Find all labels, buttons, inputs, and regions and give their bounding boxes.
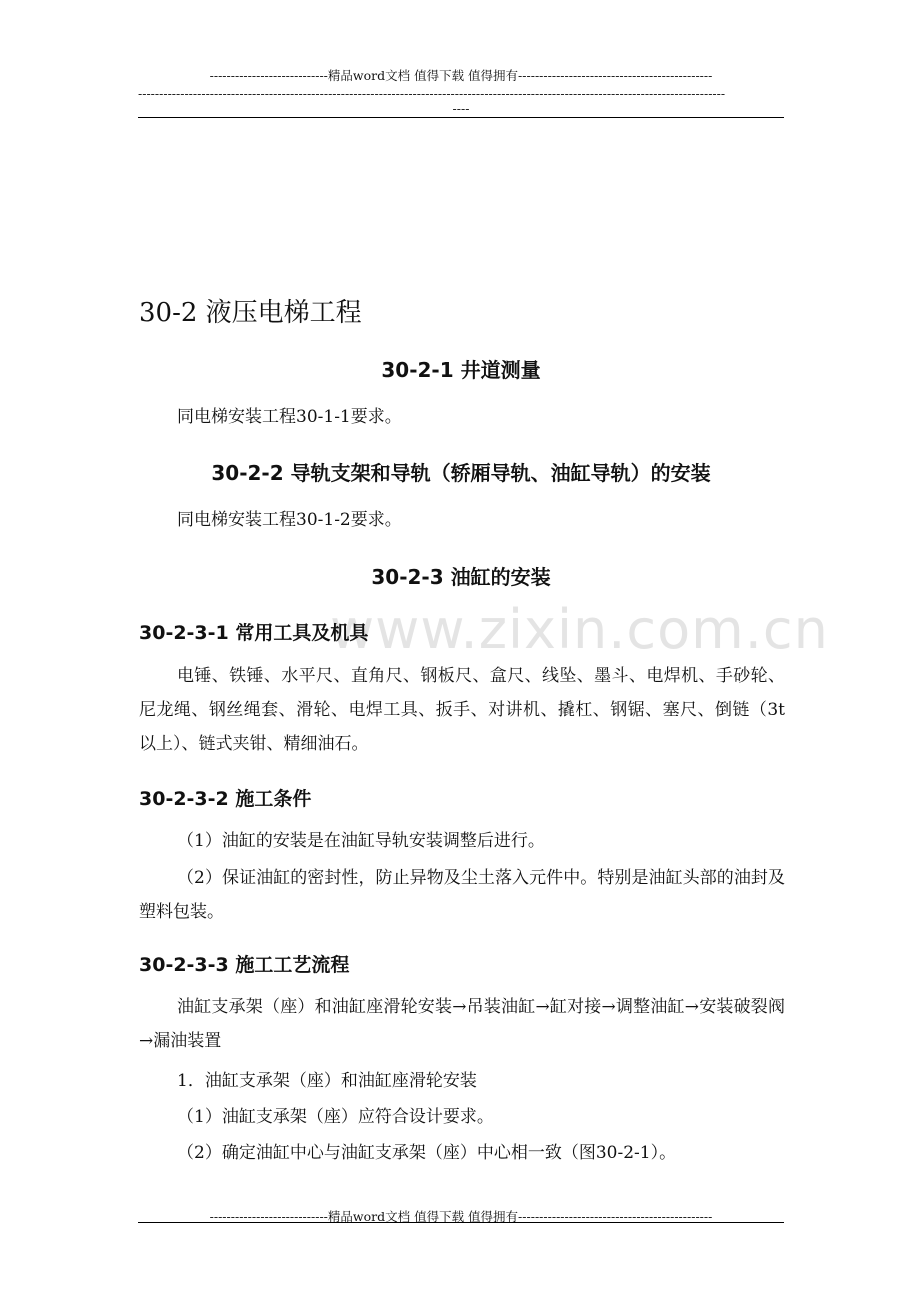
page-header-dashes-tail: ---- <box>452 101 470 116</box>
process-step-1-item-1: （1）油缸支承架（座）应符合设计要求。 <box>177 1107 494 1127</box>
section-heading-30-2-1: 30-2-1 井道测量 <box>381 358 541 382</box>
subsection-heading-30-2-3-3: 30-2-3-3 施工工艺流程 <box>139 954 350 976</box>
subsection-body-30-2-3-1: 电锤、铁锤、水平尺、直角尺、钢板尺、盒尺、线坠、墨斗、电焊机、手砂轮、尼龙绳、钢丝绳套、滑轮、电焊工具、扳手、对讲机、撬杠、钢锯、塞尺、倒链（3t以上）、链式夹钳、精细油石。 <box>139 666 785 754</box>
footer-rule <box>138 1222 784 1223</box>
process-flow-text: 油缸支承架（座）和油缸座滑轮安装→吊装油缸→缸对接→调整油缸→安装破裂阀→漏油装置 <box>139 997 785 1051</box>
condition-item-2: （2）保证油缸的密封性，防止异物及尘土落入元件中。特别是油缸头部的油封及塑料包装。 <box>139 868 785 922</box>
process-step-1-item-2: （2）确定油缸中心与油缸支承架（座）中心相一致（图30-2-1）。 <box>177 1143 677 1163</box>
chapter-title: 30-2 液压电梯工程 <box>139 298 362 328</box>
section-heading-30-2-3: 30-2-3 油缸的安装 <box>371 565 551 589</box>
process-step-1-title: 1．油缸支承架（座）和油缸座滑轮安装 <box>177 1071 477 1091</box>
page-header-dashes: ------------------------------------------------------------------------------------------------------------------------------------------- <box>138 86 726 101</box>
page-header-text: ----------------------------精品word文档 值得下载 值得拥有---------------------------------------------- <box>209 68 713 83</box>
subsection-heading-30-2-3-2: 30-2-3-2 施工条件 <box>139 788 312 810</box>
header-rule <box>138 117 784 118</box>
watermark: www.zixin.com.cn <box>330 598 829 661</box>
condition-item-1: （1）油缸的安装是在油缸导轨安装调整后进行。 <box>177 831 545 851</box>
section-body-30-2-1: 同电梯安装工程30-1-1要求。 <box>177 407 402 427</box>
section-heading-30-2-2: 30-2-2 导轨支架和导轨（轿厢导轨、油缸导轨）的安装 <box>211 461 711 485</box>
section-body-30-2-2: 同电梯安装工程30-1-2要求。 <box>177 510 402 530</box>
subsection-heading-30-2-3-1: 30-2-3-1 常用工具及机具 <box>139 622 369 644</box>
page-footer-text: ----------------------------精品word文档 值得下载 值得拥有---------------------------------------------- <box>209 1209 713 1224</box>
